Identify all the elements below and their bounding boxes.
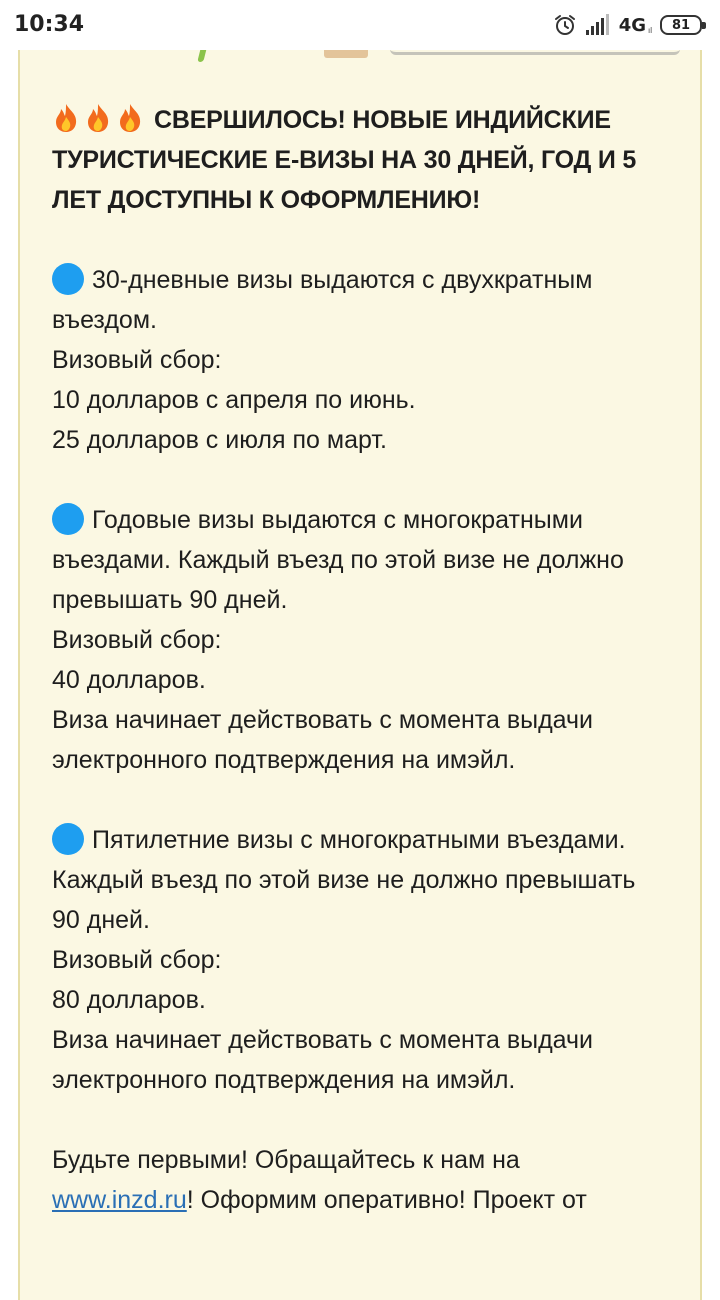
network-type: 4G <box>618 14 646 36</box>
footer-after-link: ! Оформим оперативно! Проект от <box>186 1186 587 1214</box>
section-text: Визовый сбор: <box>52 346 222 374</box>
battery-icon <box>660 15 702 35</box>
status-time: 10:34 <box>14 12 85 37</box>
section-text: Виза начинает действовать с момента выдачи электронного подтверждения на имэйл. <box>52 1026 594 1094</box>
blue-circle-icon <box>52 503 84 535</box>
section-text: Пятилетние визы с многократными въездами. Каждый въезд по этой визе не должно превышать 90 дней. <box>52 826 636 934</box>
post-body <box>52 100 662 1220</box>
fire-icon <box>52 103 80 133</box>
section-text: 10 долларов с апреля по июнь. <box>52 386 416 414</box>
section-text: 40 долларов. <box>52 666 206 694</box>
section-text: Визовый сбор: <box>52 946 222 974</box>
section-text: Годовые визы выдаются с многократными въездами. Каждый въезд по этой визе не должно превышать 90 дней. <box>52 506 624 614</box>
section-5-year <box>52 820 662 1100</box>
website-link[interactable]: www.inzd.ru <box>52 1186 187 1214</box>
section-text: 80 долларов. <box>52 986 206 1014</box>
section-text: 30-дневные визы выдаются с двухкратным въездом. <box>52 266 593 334</box>
signal-icon <box>585 14 611 36</box>
status-icons <box>553 11 702 39</box>
post-footer <box>52 1140 662 1220</box>
post-card <box>18 0 702 1300</box>
status-bar <box>0 0 720 50</box>
blue-circle-icon <box>52 823 84 855</box>
blue-circle-icon <box>52 263 84 295</box>
post-headline <box>52 100 662 220</box>
network-activity: ıl <box>648 25 652 35</box>
section-text: Виза начинает действовать с момента выдачи электронного подтверждения на имэйл. <box>52 706 594 774</box>
section-30-day <box>52 260 662 460</box>
section-text: Визовый сбор: <box>52 626 222 654</box>
footer-text: Будьте первыми! Обращайтесь к нам на <box>52 1146 520 1174</box>
headline-text: СВЕРШИЛОСЬ! НОВЫЕ ИНДИЙСКИЕ ТУРИСТИЧЕСКИЕ Е-ВИЗЫ НА 30 ДНЕЙ, ГОД И 5 ЛЕТ ДОСТУПНЫ К ОФОРМЛЕНИЮ! <box>52 106 637 214</box>
section-text: 25 долларов с июля по март. <box>52 426 387 454</box>
alarm-icon <box>553 13 577 37</box>
section-1-year <box>52 500 662 780</box>
battery-level: 81 <box>671 17 691 33</box>
fire-icon <box>84 103 112 133</box>
fire-icon <box>116 103 144 133</box>
fire-icons <box>52 100 148 140</box>
